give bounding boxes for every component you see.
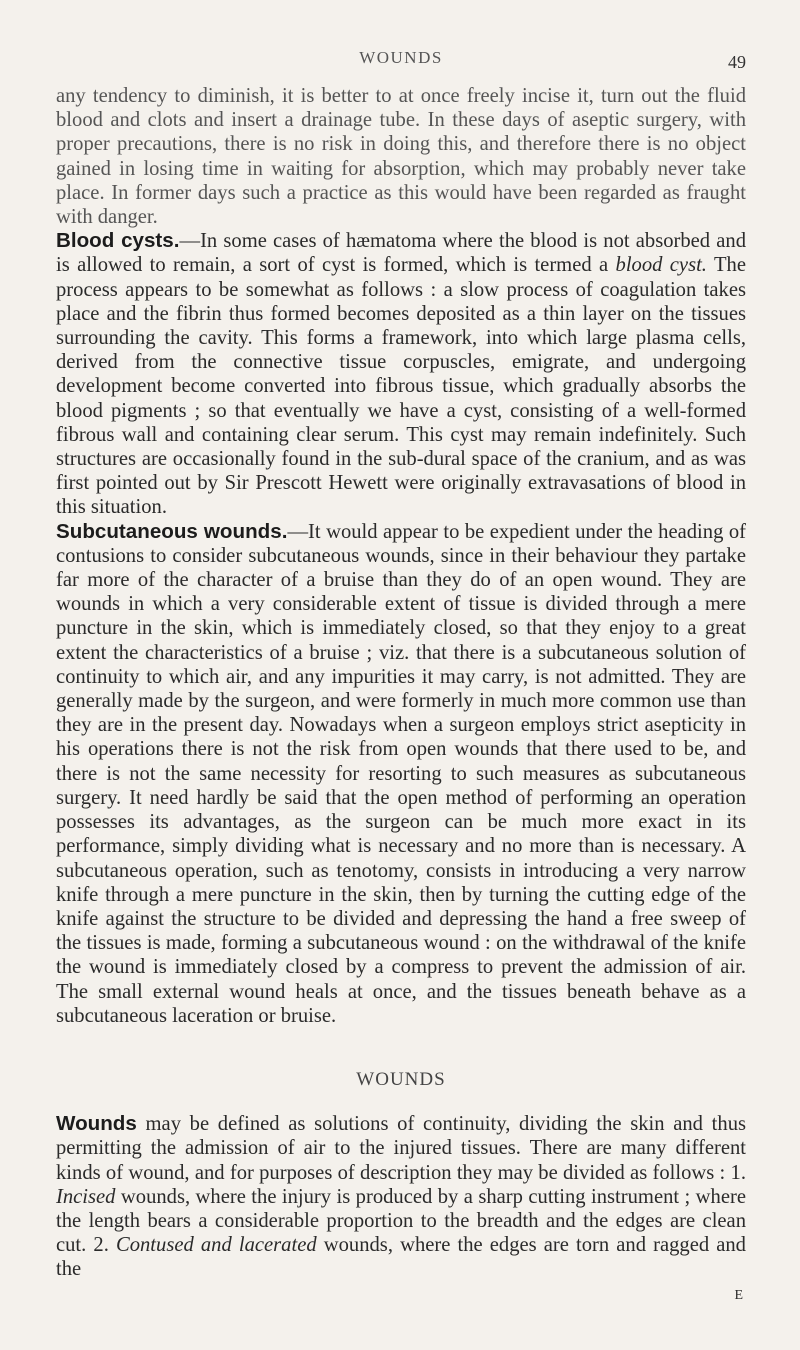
paragraph-text: The process appears to be somewhat as follows : a slow process of coagulation takes place and the fibrin thus formed becomes deposited as a thin layer on the tissues surrounding the cavity. This forms a framework, into which large plasma cells, derived from the connective tissue corpuscles, emigrate, and undergoing development become converted into fibrous tissue, which gradually absorbs the blood pigments ; so that eventually we have a cyst, consisting of a well-formed fibrous wall and containing clear serum. This cyst may remain indefinitely. Such structures are occasionally found in the sub-dural space of the cranium, and as was first pointed out by Sir Prescott Hewett were originally extravasations of blood in this situation.	[56, 254, 746, 519]
paragraph-text: —In some cases of hæmatoma where the blood is not absorbed and is allowed to remain, a sort of cyst is formed, which is termed a	[56, 230, 746, 277]
section-title-wounds: WOUNDS	[356, 1068, 446, 1090]
page-header	[56, 44, 746, 74]
paragraph-subcutaneous-wounds	[56, 520, 746, 1028]
paragraph-blood-cysts	[56, 229, 746, 519]
page-body	[56, 84, 746, 1308]
paragraph-wounds-definition	[56, 1112, 746, 1281]
term-incised: Incised	[56, 1185, 116, 1208]
section-heading-blood-cysts: Blood cysts.	[56, 229, 180, 253]
paragraph-hematoma-incision	[56, 84, 746, 229]
paragraph-text: wounds, where the injury is produced by a sharp cutting instrument ; where the length bears a considerable proportion to the breadth and the edges are clean cut. 2.	[56, 1185, 746, 1257]
running-title: WOUNDS	[359, 48, 443, 67]
page-number: 49	[728, 52, 746, 72]
term-blood-cyst: blood cyst.	[615, 254, 707, 277]
paragraph-text: may be defined as solutions of continuity, dividing the skin and thus permitting the admission of air to the injured tissues. There are many different kinds of wound, and for purposes of description they may be divided as follows : 1.	[56, 1113, 746, 1184]
paragraph-text: any tendency to diminish, it is better to at once freely incise it, turn out the fluid blood and clots and insert a drainage tube. In these days of aseptic surgery, with proper precautions, there is no risk in doing this, and therefore there is no object gained in losing time in waiting for absorption, which may probably never take place. In former days such a practice as this would have been regarded as fraught with danger.	[56, 85, 746, 229]
signature-mark: E	[734, 1287, 743, 1303]
paragraph-text: —It would appear to be expedient under the heading of contusions to consider subcutaneous wounds, since in their behaviour they partake far more of the character of a bruise than they do of an open wound. They are wounds in which a very considerable extent of tissue is divided through a mere puncture in the skin, which is immediately closed, so that they enjoy to a great extent the characteristics of a bruise ; viz. that there is a subcutaneous solution of continuity to which air, and any impurities it may carry, is not admitted. They are generally made by the surgeon, and were formerly in much more common use than they are in the present day. Nowadays when a surgeon employs strict asepticity in his operations there is not the risk from open wounds that there used to be, and there is not the same necessity for resorting to such measures as subcutaneous surgery. It need hardly be said that the open method of performing an operation possesses its advantages, as the surgeon can be much more exact in its performance, simply dividing what is necessary and no more than is necessary. A subcutaneous operation, such as tenotomy, consists in introducing a very narrow knife through a mere puncture in the skin, then by turning the cutting edge of the knife against the structure to be divided and depressing the hand a free sweep of the tissues is made, forming a subcutaneous wound : on the withdrawal of the knife the wound is immediately closed by a compress to prevent the admission of air. The small external wound heals at once, and the tissues beneath behave as a subcutaneous laceration or bruise.	[56, 520, 746, 1027]
section-heading-subcutaneous-wounds: Subcutaneous wounds.	[56, 519, 288, 543]
term-contused-lacerated: Contused and lacerated	[115, 1234, 317, 1257]
section-heading-wounds: Wounds	[56, 1112, 137, 1136]
paragraph-text: wounds, where the edges are torn and ragged and the	[56, 1234, 746, 1281]
